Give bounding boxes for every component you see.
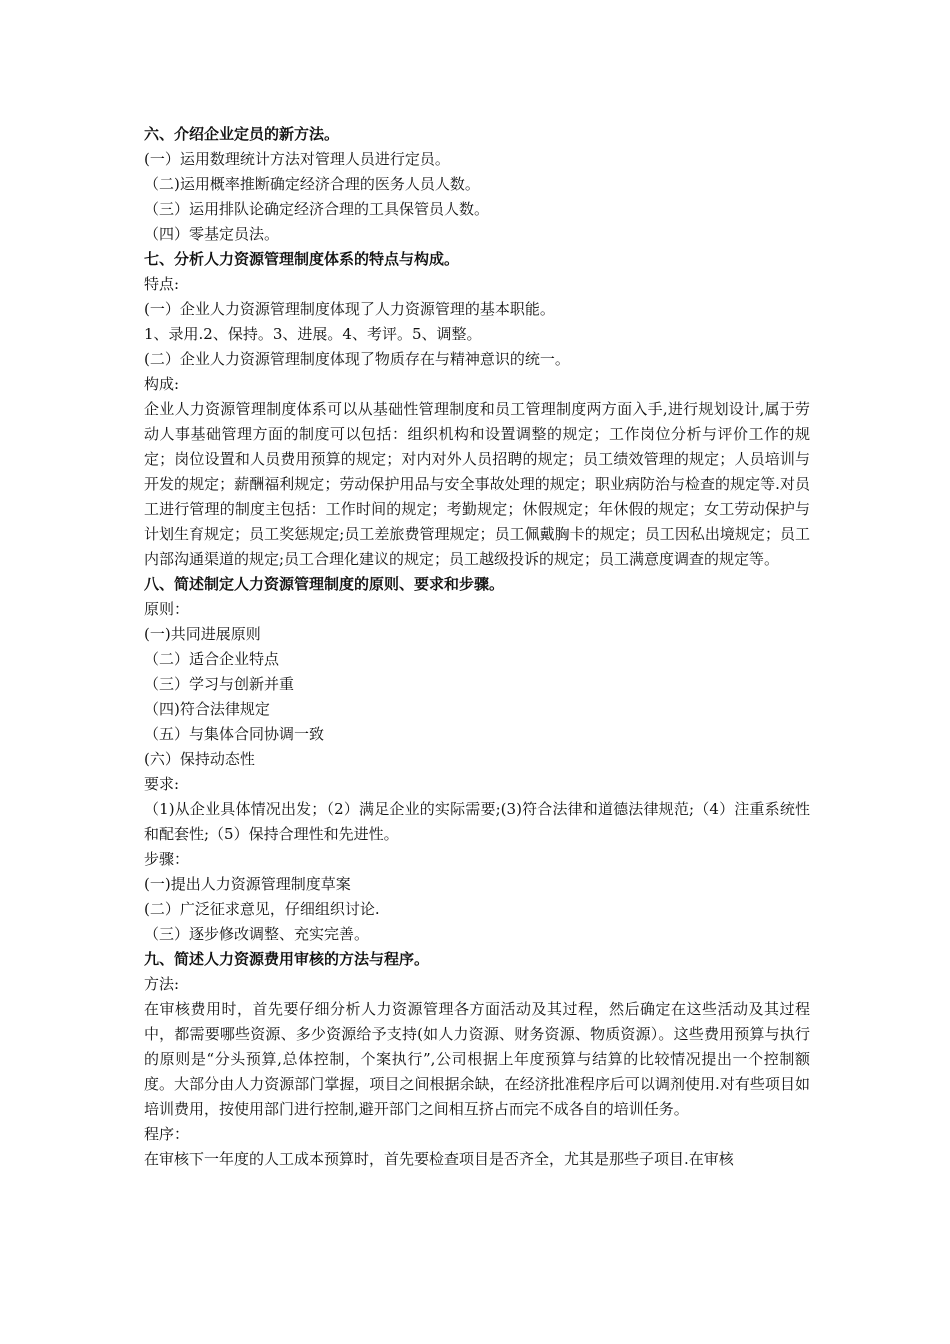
steps-label: 步骤： — [144, 850, 190, 868]
section-6-heading: 六、介绍企业定员的新方法。 — [144, 125, 340, 143]
document-body — [144, 122, 810, 1172]
procedure-paragraph: 在审核下一年度的人工成本预算时，首先要检查项目是否齐全，尤其是那些子项目.在审核 — [144, 1150, 734, 1168]
step-1: (一)提出人力资源管理制度草案 — [144, 875, 351, 893]
section-6-item-3: （三）运用排队论确定经济合理的工具保管员人数。 — [144, 200, 490, 218]
principle-6: (六）保持动态性 — [144, 750, 255, 768]
principle-1: (一)共同进展原则 — [144, 625, 261, 643]
features-label: 特点: — [144, 275, 180, 293]
principle-3: （三）学习与创新并重 — [144, 675, 295, 693]
requirements-label: 要求: — [144, 775, 180, 793]
method-label: 方法: — [144, 975, 180, 993]
principle-5: （五）与集体合同协调一致 — [144, 725, 325, 743]
section-6-item-2: （二)运用概率推断确定经济合理的医务人员人数。 — [144, 175, 480, 193]
principles-label: 原则： — [144, 600, 190, 618]
requirements-paragraph: （1)从企业具体情况出发；（2）满足企业的实际需要;(3)符合法律和道德法律规范;（4）注重系统性和配套性;（5）保持合理性和先进性。 — [144, 800, 810, 843]
section-6-item-1: (一）运用数理统计方法对管理人员进行定员。 — [144, 150, 450, 168]
principle-4: （四)符合法律规定 — [144, 700, 270, 718]
composition-paragraph: 企业人力资源管理制度体系可以从基础性管理制度和员工管理制度两方面入手,进行规划设计,属于劳动人事基础管理方面的制度可以包括：组织机构和设置调整的规定；工作岗位分析与评价工作的规定；岗位设置和人员费用预算的规定；对内对外人员招聘的规定；员工绩效管理的规定；人员培训与开发的规定；薪酬福利规定；劳动保护用品与安全事故处理的规定；职业病防治与检查的规定等.对员工进行管理的制度主包括：工作时间的规定；考勤规定；休假规定；年休假的规定；女工劳动保护与计划生育规定；员工奖惩规定;员工差旅费管理规定；员工佩戴胸卡的规定；员工因私出境规定；员工内部沟通渠道的规定;员工合理化建议的规定；员工越级投诉的规定；员工满意度调查的规定等。 — [144, 400, 810, 568]
feature-1: (一）企业人力资源管理制度体现了人力资源管理的基本职能。 — [144, 300, 555, 318]
step-2: (二）广泛征求意见，仔细组织讨论. — [144, 900, 380, 918]
composition-label: 构成: — [144, 375, 180, 393]
feature-2: (二）企业人力资源管理制度体现了物质存在与精神意识的统一。 — [144, 350, 570, 368]
procedure-label: 程序： — [144, 1125, 190, 1143]
method-paragraph: 在审核费用时，首先要仔细分析人力资源管理各方面活动及其过程，然后确定在这些活动及其过程中，都需要哪些资源、多少资源给予支持(如人力资源、财务资源、物质资源）。这些费用预算与执行的原则是“分头预算,总体控制，个案执行”,公司根据上年度预算与结算的比较情况提出一个控制额度。大部分由人力资源部门掌握，项目之间根据余缺，在经济批准程序后可以调剂使用.对有些项目如培训费用，按使用部门进行控制,避开部门之间相互挤占而完不成各自的培训任务。 — [144, 1000, 810, 1118]
section-9-heading: 九、简述人力资源费用审核的方法与程序。 — [144, 950, 430, 968]
step-3: （三）逐步修改调整、充实完善。 — [144, 925, 370, 943]
principle-2: （二）适合企业特点 — [144, 650, 280, 668]
section-6-item-4: （四）零基定员法。 — [144, 225, 280, 243]
section-8-heading: 八、简述制定人力资源管理制度的原则、要求和步骤。 — [144, 575, 505, 593]
section-7-heading: 七、分析人力资源管理制度体系的特点与构成。 — [144, 250, 460, 268]
feature-1-detail: 1、录用.2、保持。3、进展。4、考评。5、调整。 — [144, 325, 482, 343]
